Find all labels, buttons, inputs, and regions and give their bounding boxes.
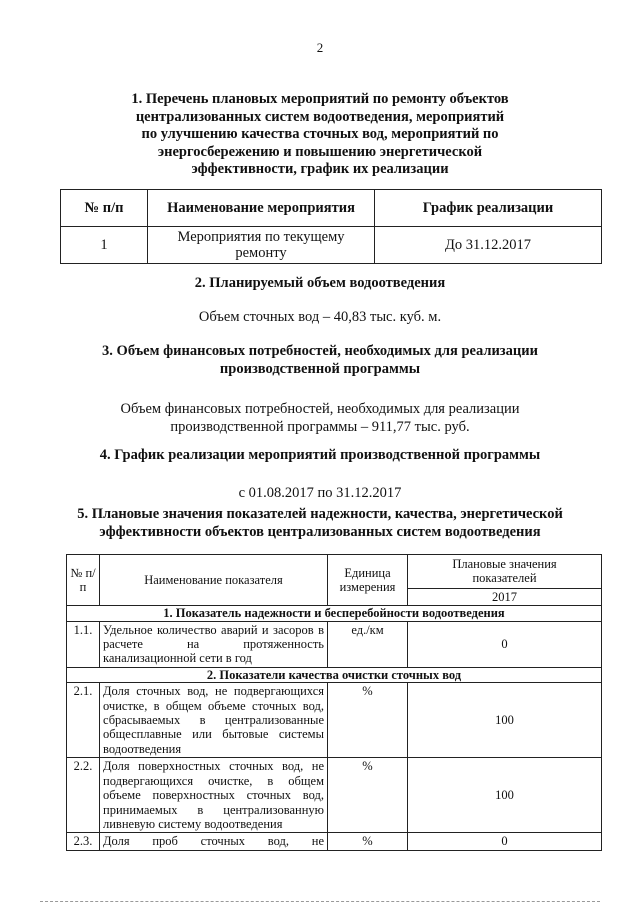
section-5-heading (40, 506, 600, 541)
col-header-planned: Плановые значения показателей (408, 555, 602, 589)
heading-line: производственной программы (219, 360, 421, 377)
cell-value: 100 (408, 683, 602, 758)
heading-line: эффективности объектов централизованных систем водоотведения (99, 523, 541, 540)
cell-indicator: Доля проб сточных вод, не (100, 833, 328, 850)
text-line: производственной программы – 911,77 тыс. руб. (170, 419, 470, 435)
page-edge-divider (40, 901, 600, 902)
cell-unit: % (328, 758, 408, 833)
table-section-row (67, 606, 602, 621)
section-4-text: с 01.08.2017 по 31.12.2017 (238, 485, 402, 501)
cell-number: 1 (61, 227, 148, 264)
heading-line: по улучшению качества сточных вод, мероприятий по (141, 126, 499, 142)
cell-activity: Мероприятия по текущему ремонту (148, 227, 375, 264)
cell-unit: % (328, 683, 408, 758)
col-header-indicator: Наименование показателя (100, 555, 328, 606)
cell-indicator: Удельное количество аварий и засоров в расчете на протяженность канализационной сети в год (100, 621, 328, 667)
heading-line: централизованных систем водоотведения, мероприятий (135, 108, 505, 125)
cell-value: 100 (408, 758, 602, 833)
cell-number: 2.3. (67, 833, 100, 850)
table-row (67, 758, 602, 833)
heading-line: 5. Плановые значения показателей надежности, качества, энергетической (77, 506, 563, 522)
table-section-row (67, 667, 602, 682)
cell-unit: % (328, 833, 408, 850)
heading-line: эффективности, график их реализации (191, 161, 449, 177)
table-header-row (61, 190, 602, 227)
table-row (67, 621, 602, 667)
section-title: 2. Показатели качества очистки сточных вод (67, 667, 602, 682)
section-3-heading (60, 343, 580, 378)
col-header-number: № п/п (67, 555, 100, 606)
section-1-heading (60, 91, 580, 179)
table-header-row (67, 555, 602, 589)
col-header-number: № п/п (61, 190, 148, 227)
heading-line: энергосбережению и повышению энергетической (157, 143, 483, 160)
cell-indicator: Доля сточных вод, не подвергающихся очистке, в общем объеме сточных вод, сбрасываемых в централизованные общесплавные или бытовые системы водоотведения (100, 683, 328, 758)
section-2-text: Объем сточных вод – 40,83 тыс. куб. м. (198, 309, 442, 325)
section-3-text (60, 400, 580, 436)
cell-number: 2.2. (67, 758, 100, 833)
cell-value: 0 (408, 621, 602, 667)
text-line: Объем финансовых потребностей, необходимых для реализации (120, 401, 520, 417)
activities-table (60, 189, 602, 264)
cell-indicator: Доля поверхностных сточных вод, не подвергающихся очистке, в общем объеме поверхностных сточных вод, принимаемых в централизованную ливневую систему водоотведения (100, 758, 328, 833)
cell-unit: ед./км (328, 621, 408, 667)
col-header-schedule: График реализации (375, 190, 602, 227)
section-2-heading: 2. Планируемый объем водоотведения (194, 275, 446, 291)
cell-schedule: До 31.12.2017 (375, 227, 602, 264)
heading-line: 3. Объем финансовых потребностей, необходимых для реализации (102, 343, 538, 359)
table-row (67, 683, 602, 758)
heading-line: 1. Перечень плановых мероприятий по ремонту объектов (131, 91, 509, 107)
col-header-activity: Наименование мероприятия (148, 190, 375, 227)
cell-number: 2.1. (67, 683, 100, 758)
section-4-heading: 4. График реализации мероприятий производственной программы (99, 447, 541, 463)
table-row (67, 833, 602, 850)
section-title: 1. Показатель надежности и бесперебойности водоотведения (67, 606, 602, 621)
indicators-table (66, 554, 602, 851)
page-number: 2 (316, 40, 324, 55)
cell-value: 0 (408, 833, 602, 850)
col-header-unit: Единица измерения (328, 555, 408, 606)
col-header-year: 2017 (408, 588, 602, 605)
cell-number: 1.1. (67, 621, 100, 667)
table-row (61, 227, 602, 264)
